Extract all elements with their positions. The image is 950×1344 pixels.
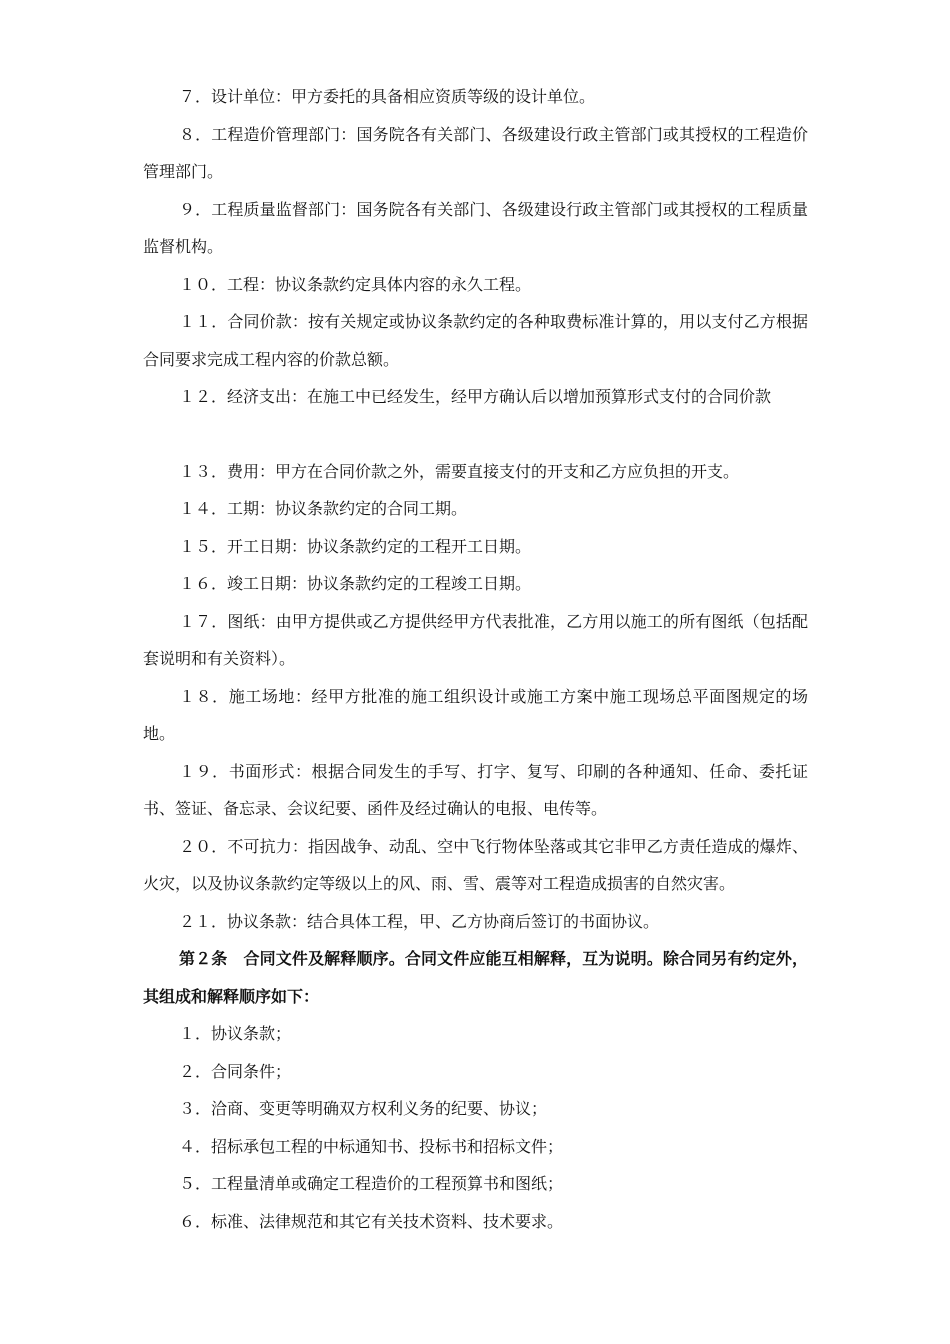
clause-11: １１．合同价款：按有关规定或协议条款约定的各种取费标准计算的，用以支付乙方根据合同要求完成工程内容的价款总额。 <box>143 312 808 369</box>
order-item-2: ２．合同条件； <box>179 1061 292 1081</box>
order-item-3: ３．洽商、变更等明确双方权利义务的纪要、协议； <box>179 1099 548 1118</box>
clause-18: １８．施工场地：经甲方批准的施工组织设计或施工方案中施工现场总平面图规定的场地。 <box>143 686 808 743</box>
clause-8: ８．工程造价管理部门：国务院各有关部门、各级建设行政主管部门或其授权的工程造价管理部门。 <box>143 124 808 181</box>
clause-14: １４．工期：协议条款约定的合同工期。 <box>179 499 468 518</box>
clause-13: １３．费用：甲方在合同价款之外，需要直接支付的开支和乙方应负担的开支。 <box>179 461 740 481</box>
clause-15: １５．开工日期：协议条款约定的工程开工日期。 <box>179 536 532 556</box>
order-item-6: ６．标准、法律规范和其它有关技术资料、技术要求。 <box>179 1211 564 1231</box>
clause-19: １９．书面形式：根据合同发生的手写、打字、复写、印刷的各种通知、任命、委托证书、签证、备忘录、会议纪要、函件及经过确认的电报、电传等。 <box>143 761 808 818</box>
order-item-1: １．协议条款； <box>179 1024 292 1043</box>
clause-16: １６．竣工日期：协议条款约定的工程竣工日期。 <box>179 574 532 593</box>
clause-17: １７．图纸：由甲方提供或乙方提供经甲方代表批准，乙方用以施工的所有图纸（包括配套说明和有关资料）。 <box>143 611 808 668</box>
order-item-4: ４．招标承包工程的中标通知书、投标书和招标文件； <box>179 1136 564 1156</box>
clause-9: ９．工程质量监督部门：国务院各有关部门、各级建设行政主管部门或其授权的工程质量监督机构。 <box>143 199 808 256</box>
paragraph-gap <box>143 416 808 453</box>
clause-21: ２１．协议条款：结合具体工程，甲、乙方协商后签订的书面协议。 <box>179 911 660 931</box>
document-body <box>143 78 808 1240</box>
clause-20: ２０．不可抗力：指因战争、动乱、空中飞行物体坠落或其它非甲乙方责任造成的爆炸、火灾，以及协议条款约定等级以上的风、雨、雪、震等对工程造成损害的自然灾害。 <box>143 836 808 893</box>
order-item-5: ５．工程量清单或确定工程造价的工程预算书和图纸； <box>179 1174 564 1193</box>
clause-10: １０．工程：协议条款约定具体内容的永久工程。 <box>179 274 532 294</box>
article-2-heading: 第２条 合同文件及解释顺序。合同文件应能互相解释，互为说明。除合同另有约定外，其组成和解释顺序如下： <box>143 949 808 1006</box>
clause-7: ７．设计单位：甲方委托的具备相应资质等级的设计单位。 <box>179 87 596 106</box>
clause-12: １２．经济支出：在施工中已经发生，经甲方确认后以增加预算形式支付的合同价款 <box>179 387 772 406</box>
